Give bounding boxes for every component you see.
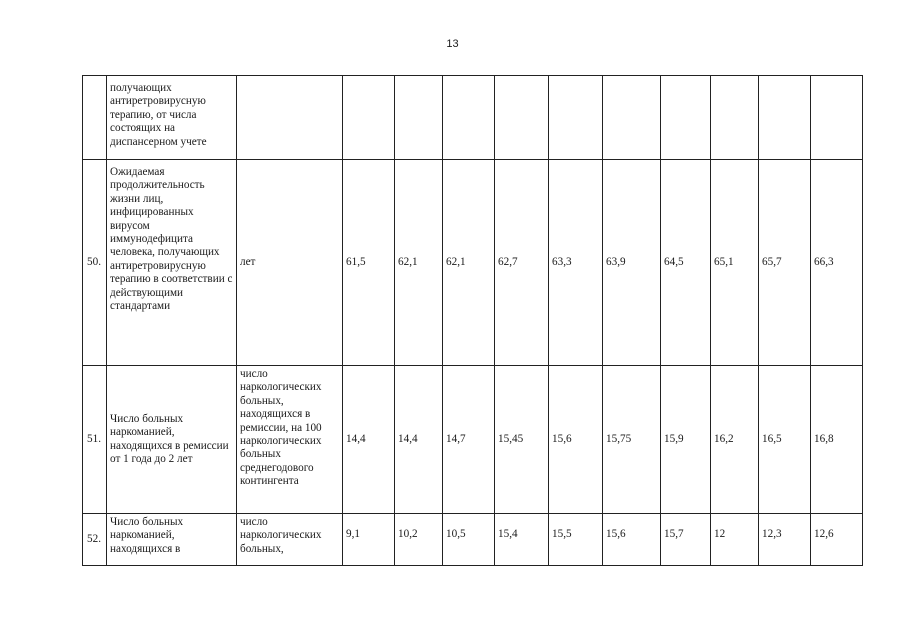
- table-row: [83, 76, 863, 160]
- value-cell: 15,6: [603, 514, 661, 566]
- value-cell: 16,8: [811, 366, 863, 514]
- table-row: [83, 366, 863, 514]
- value-cell: 62,1: [395, 160, 443, 366]
- value-cell: [443, 76, 495, 160]
- row-number: 52.: [83, 514, 107, 566]
- indicator-name: Ожидаемая продолжительность жизни лиц, инфицированных вирусом иммунодефицита человека, получающих антиретровирусную терапию в соответствии с действующими стандартами: [107, 160, 237, 366]
- unit-cell: лет: [237, 160, 343, 366]
- unit-cell: число наркологических больных, находящихся в ремиссии, на 100 наркологических больных среднегодового контингента: [237, 366, 343, 514]
- value-cell: 14,4: [395, 366, 443, 514]
- value-cell: [549, 76, 603, 160]
- value-cell: [395, 76, 443, 160]
- value-cell: 10,2: [395, 514, 443, 566]
- indicator-name: Число больных наркоманией, находящихся в: [107, 514, 237, 566]
- value-cell: 15,5: [549, 514, 603, 566]
- value-cell: [661, 76, 711, 160]
- value-cell: [495, 76, 549, 160]
- value-cell: 10,5: [443, 514, 495, 566]
- value-cell: [603, 76, 661, 160]
- value-cell: 14,4: [343, 366, 395, 514]
- table-row: [83, 160, 863, 366]
- value-cell: 15,9: [661, 366, 711, 514]
- value-cell: 62,7: [495, 160, 549, 366]
- value-cell: 12: [711, 514, 759, 566]
- value-cell: 15,4: [495, 514, 549, 566]
- value-cell: 15,75: [603, 366, 661, 514]
- table-row: [83, 514, 863, 566]
- value-cell: 14,7: [443, 366, 495, 514]
- indicator-name: Число больных наркоманией, находящихся в ремиссии от 1 года до 2 лет: [107, 366, 237, 514]
- value-cell: 9,1: [343, 514, 395, 566]
- value-cell: 66,3: [811, 160, 863, 366]
- unit-cell: [237, 76, 343, 160]
- value-cell: 65,1: [711, 160, 759, 366]
- value-cell: [343, 76, 395, 160]
- indicators-table: [82, 75, 863, 566]
- value-cell: 16,5: [759, 366, 811, 514]
- row-number: 51.: [83, 366, 107, 514]
- value-cell: 15,45: [495, 366, 549, 514]
- value-cell: [759, 76, 811, 160]
- indicator-name: получающих антиретровирусную терапию, от числа состоящих на диспансерном учете: [107, 76, 237, 160]
- value-cell: 63,3: [549, 160, 603, 366]
- value-cell: 65,7: [759, 160, 811, 366]
- row-number: [83, 76, 107, 160]
- value-cell: 62,1: [443, 160, 495, 366]
- value-cell: 61,5: [343, 160, 395, 366]
- value-cell: 16,2: [711, 366, 759, 514]
- value-cell: 12,3: [759, 514, 811, 566]
- row-number: 50.: [83, 160, 107, 366]
- value-cell: 63,9: [603, 160, 661, 366]
- unit-cell: число наркологических больных,: [237, 514, 343, 566]
- value-cell: [711, 76, 759, 160]
- value-cell: 15,7: [661, 514, 711, 566]
- value-cell: 64,5: [661, 160, 711, 366]
- value-cell: [811, 76, 863, 160]
- page-number: 13: [446, 38, 459, 50]
- value-cell: 12,6: [811, 514, 863, 566]
- value-cell: 15,6: [549, 366, 603, 514]
